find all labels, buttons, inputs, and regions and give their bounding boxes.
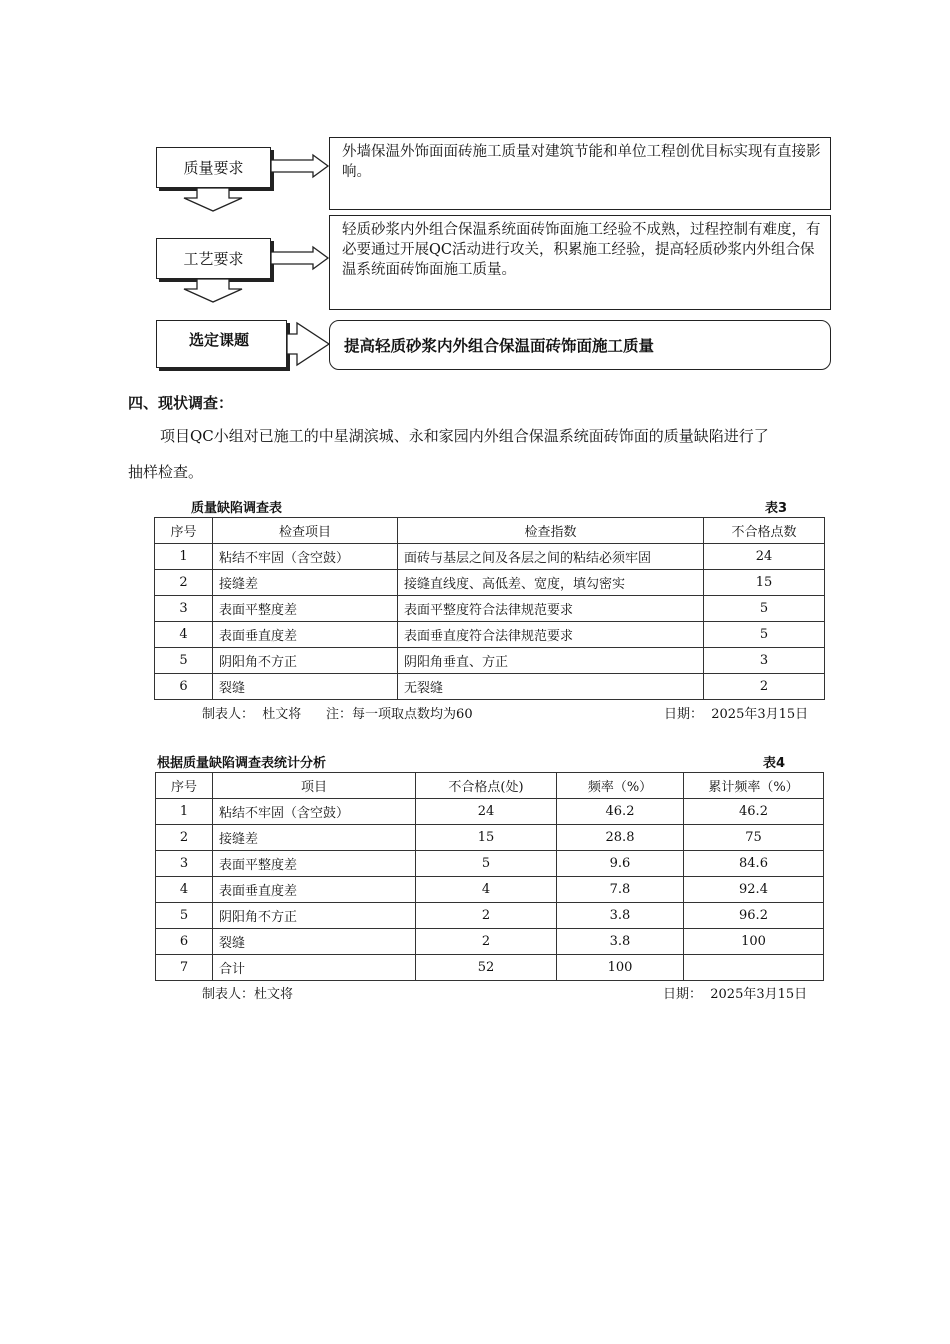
table-cell: 阴阳角不方正 <box>213 648 398 674</box>
table-cell: 46.2 <box>684 799 824 825</box>
table-cell: 2 <box>416 929 557 955</box>
table-cell: 75 <box>684 825 824 851</box>
table-cell: 2 <box>155 570 213 596</box>
table-row <box>156 851 824 877</box>
table-cell: 15 <box>416 825 557 851</box>
survey-paragraph-line1: 项目QC小组对已施工的中星湖滨城、永和家园内外组合保温系统面砖饰面的质量缺陷进行了 <box>160 427 769 445</box>
table-header-row <box>156 773 824 799</box>
table-cell: 7 <box>156 955 213 981</box>
table-cell: 5 <box>155 648 213 674</box>
table-cell: 24 <box>416 799 557 825</box>
table3-title: 质量缺陷调查表 <box>191 501 283 516</box>
table-cell: 3 <box>156 851 213 877</box>
table-cell: 24 <box>704 544 825 570</box>
right-arrow-icon <box>271 247 329 269</box>
down-arrow-icon <box>183 188 243 212</box>
table4-number: 表4 <box>763 756 786 771</box>
table-header-cell: 序号 <box>155 518 213 544</box>
table-cell: 接缝直线度、高低差、宽度，填勾密实 <box>398 570 704 596</box>
table-cell: 3.8 <box>557 929 684 955</box>
table-cell: 接缝差 <box>213 825 416 851</box>
quality-requirement-box <box>156 147 271 188</box>
table-row <box>156 877 824 903</box>
table-row <box>155 622 825 648</box>
table3-footer-preparer: 制表人： 杜文将 注：每一项取点数均为60 <box>202 707 473 722</box>
table-cell: 阴阳角垂直、方正 <box>398 648 704 674</box>
table-cell: 表面垂直度差 <box>213 622 398 648</box>
table-cell: 裂缝 <box>213 674 398 700</box>
table-cell: 2 <box>156 825 213 851</box>
table-cell: 表面平整度差 <box>213 851 416 877</box>
table-cell: 表面平整度符合法律规范要求 <box>398 596 704 622</box>
table-cell: 表面垂直度符合法律规范要求 <box>398 622 704 648</box>
table3-footer-date: 日期： 2025年3月15日 <box>664 707 809 722</box>
process-requirement-label: 工艺要求 <box>183 250 244 268</box>
table3-number: 表3 <box>765 501 788 516</box>
table-cell: 粘结不牢固（含空鼓） <box>213 544 398 570</box>
topic-description-text: 提高轻质砂浆内外组合保温面砖饰面施工质量 <box>344 337 655 355</box>
table-cell: 3 <box>704 648 825 674</box>
table-row <box>156 903 824 929</box>
table-cell: 9.6 <box>557 851 684 877</box>
table-cell: 52 <box>416 955 557 981</box>
quality-description-text: 外墙保温外饰面面砖施工质量对建筑节能和单位工程创优目标实现有直接影响。 <box>342 144 821 180</box>
table-cell <box>684 955 824 981</box>
table-cell: 5 <box>156 903 213 929</box>
table-cell: 92.4 <box>684 877 824 903</box>
table-header-cell: 检查项目 <box>213 518 398 544</box>
table-cell: 100 <box>557 955 684 981</box>
selected-topic-label: 选定课题 <box>189 331 250 349</box>
table-header-cell: 序号 <box>156 773 213 799</box>
table-row <box>156 929 824 955</box>
quality-requirement-label: 质量要求 <box>183 159 244 177</box>
right-arrow-icon <box>271 155 329 177</box>
process-requirement-box <box>156 238 271 279</box>
table-header-cell: 累计频率（%） <box>684 773 824 799</box>
process-description-text: 轻质砂浆内外组合保温系统面砖饰面施工经验不成熟，过程控制有难度，有必要通过开展QC活动进行攻关，积累施工经验，提高轻质砂浆内外组合保温系统面砖饰面施工质量。 <box>342 222 821 278</box>
table-cell: 3.8 <box>557 903 684 929</box>
table-cell: 裂缝 <box>213 929 416 955</box>
table-cell: 15 <box>704 570 825 596</box>
table-header-cell: 项目 <box>213 773 416 799</box>
right-arrow-icon <box>287 323 331 367</box>
table-header-cell: 检查指数 <box>398 518 704 544</box>
table-row <box>156 799 824 825</box>
table-cell: 无裂缝 <box>398 674 704 700</box>
defect-statistical-analysis-table <box>155 772 824 981</box>
quality-defect-survey-table <box>154 517 825 700</box>
table-cell: 表面垂直度差 <box>213 877 416 903</box>
table-cell: 4 <box>155 622 213 648</box>
table-header-cell: 不合格点数 <box>704 518 825 544</box>
table-cell: 100 <box>684 929 824 955</box>
section-heading: 四、现状调查： <box>128 394 234 412</box>
table-cell: 合计 <box>213 955 416 981</box>
table-row <box>155 674 825 700</box>
table-row <box>155 570 825 596</box>
table-cell: 4 <box>416 877 557 903</box>
table-cell: 6 <box>156 929 213 955</box>
selected-topic-box <box>156 320 287 368</box>
table-cell: 28.8 <box>557 825 684 851</box>
table-cell: 6 <box>155 674 213 700</box>
table-cell: 5 <box>416 851 557 877</box>
table-cell: 接缝差 <box>213 570 398 596</box>
table-cell: 96.2 <box>684 903 824 929</box>
table-cell: 3 <box>155 596 213 622</box>
survey-paragraph-line2: 抽样检查。 <box>128 463 204 481</box>
table4-title: 根据质量缺陷调查表统计分析 <box>157 756 327 771</box>
table-cell: 粘结不牢固（含空鼓） <box>213 799 416 825</box>
table-cell: 5 <box>704 622 825 648</box>
process-description-box <box>329 215 831 310</box>
table-cell: 2 <box>704 674 825 700</box>
table-cell: 4 <box>156 877 213 903</box>
table-cell: 面砖与基层之间及各层之间的粘结必须牢固 <box>398 544 704 570</box>
table-cell: 阴阳角不方正 <box>213 903 416 929</box>
table-header-cell: 不合格点(处) <box>416 773 557 799</box>
topic-description-box <box>329 320 831 370</box>
table-cell: 表面平整度差 <box>213 596 398 622</box>
table-row <box>156 955 824 981</box>
quality-description-box <box>329 137 831 210</box>
table-header-cell: 频率（%） <box>557 773 684 799</box>
table4-footer-date: 日期： 2025年3月15日 <box>663 987 808 1002</box>
table-header-row <box>155 518 825 544</box>
table-cell: 1 <box>155 544 213 570</box>
down-arrow-icon <box>183 279 243 303</box>
table4-footer-preparer: 制表人：杜文将 <box>202 987 294 1002</box>
table-cell: 1 <box>156 799 213 825</box>
table-cell: 5 <box>704 596 825 622</box>
table-row <box>155 648 825 674</box>
table-cell: 2 <box>416 903 557 929</box>
table-cell: 84.6 <box>684 851 824 877</box>
table-cell: 7.8 <box>557 877 684 903</box>
table-cell: 46.2 <box>557 799 684 825</box>
table-row <box>155 596 825 622</box>
table-row <box>155 544 825 570</box>
table-row <box>156 825 824 851</box>
